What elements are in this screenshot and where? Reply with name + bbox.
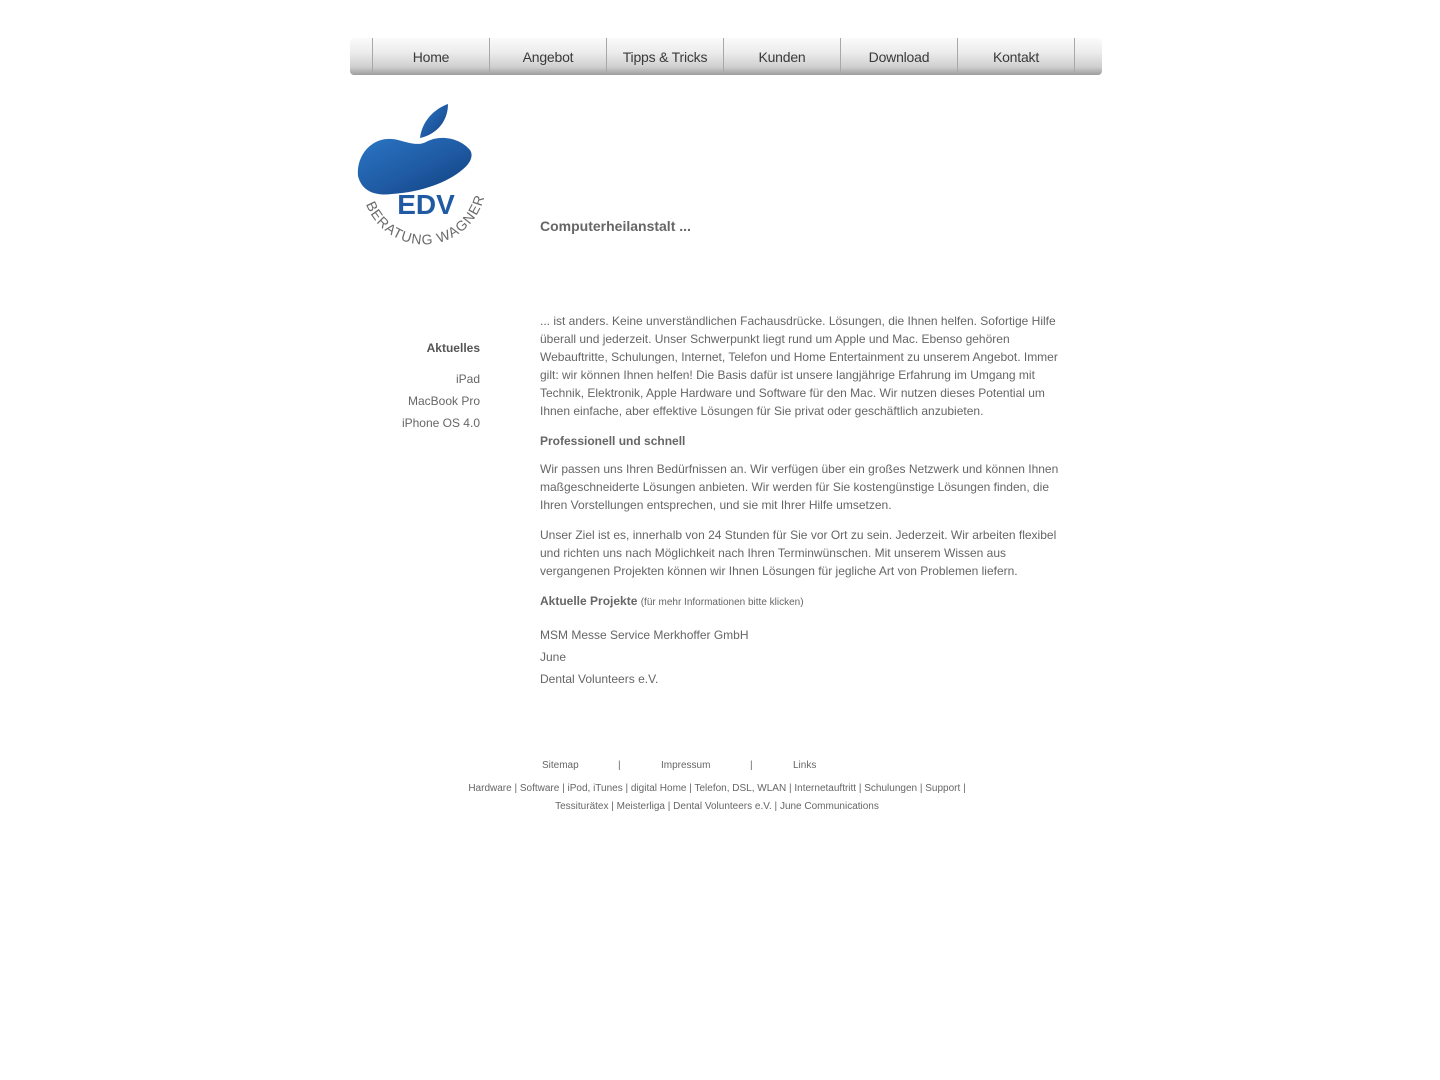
- nav-item-kunden[interactable]: Kunden: [723, 38, 840, 75]
- footer-tag-link[interactable]: Meisterliga: [616, 801, 665, 812]
- footer-tag-separator: |: [858, 783, 862, 794]
- footer-tags-row-2: [0, 798, 1434, 816]
- footer-tag-separator: |: [514, 783, 518, 794]
- nav-item-tipps-tricks[interactable]: Tipps & Tricks: [606, 38, 723, 75]
- footer-tag-link[interactable]: digital Home: [630, 783, 687, 794]
- nav-left-cap: [350, 38, 372, 75]
- main-content: [540, 312, 1065, 690]
- nav-right-cap: [1075, 38, 1097, 75]
- sidebar-item-iphone-os[interactable]: iPhone OS 4.0: [401, 416, 480, 430]
- footer-tag-link[interactable]: Internetauftritt: [794, 783, 857, 794]
- nav-item-kontakt[interactable]: Kontakt: [957, 38, 1075, 75]
- footer-link-links[interactable]: Links: [793, 760, 817, 771]
- project-link-june[interactable]: June: [540, 650, 567, 664]
- logo-edv-text: EDV: [397, 189, 455, 220]
- nav-item-download[interactable]: Download: [840, 38, 957, 75]
- footer-tag-separator: |: [963, 783, 966, 794]
- footer-tags-row-1: [0, 780, 1434, 798]
- footer-tags: [0, 780, 1434, 816]
- paragraph-goal: Unser Ziel ist es, innerhalb von 24 Stunden für Sie vor Ort zu sein. Jederzeit. Wir arbeiten flexibel und richten uns nach Möglichkeit nach Ihren Terminwünschen. Mit unserem Wissen aus vergangenen Projekten können wir Ihnen Lösungen für jegliche Art von Problemen liefern.: [540, 528, 1057, 578]
- footer-tag-link[interactable]: Schulungen: [864, 783, 918, 794]
- footer-tag-link[interactable]: Support: [925, 783, 961, 794]
- subheading-professional: Professionell und schnell: [540, 434, 686, 448]
- paragraph-needs: Wir passen uns Ihren Bedürfnissen an. Wir verfügen über ein großes Netzwerk und können Ihnen maßgeschneiderte Lösungen anbieten. Wir werden für Sie kostengünstige Lösungen finden, die Ihren Vorstellungen entsprechen, und sie mit Ihrer Hilfe umsetzen.: [540, 462, 1059, 512]
- footer-separator: |: [618, 760, 621, 771]
- logo-subtitle-text: BERATUNG WAGNER: [363, 192, 488, 248]
- project-link-dental-volunteers[interactable]: Dental Volunteers e.V.: [540, 672, 659, 686]
- nav-item-angebot[interactable]: Angebot: [489, 38, 606, 75]
- sidebar-title: Aktuelles: [426, 341, 480, 355]
- projects-heading: [540, 592, 1065, 612]
- footer-tag-separator: |: [689, 783, 692, 794]
- footer-tag-link[interactable]: Telefon, DSL, WLAN: [694, 783, 787, 794]
- footer-tag-link[interactable]: iPod, iTunes: [567, 783, 623, 794]
- footer-tag-link[interactable]: Dental Volunteers e.V.: [673, 801, 772, 812]
- footer-tag-separator: |: [788, 783, 792, 794]
- footer-tag-link[interactable]: Hardware: [468, 783, 512, 794]
- project-link-msm[interactable]: MSM Messe Service Merkhoffer GmbH: [540, 628, 749, 642]
- nav-item-home[interactable]: Home: [372, 38, 489, 75]
- edv-apple-logo-icon: [352, 100, 492, 250]
- main-navigation: [350, 38, 1102, 75]
- footer-tag-link[interactable]: June Communications: [779, 801, 879, 812]
- footer-links: [0, 760, 1440, 774]
- sidebar-news: [340, 338, 480, 434]
- footer-tag-link[interactable]: Software: [519, 783, 560, 794]
- footer-tag-separator: |: [625, 783, 629, 794]
- sidebar-item-ipad[interactable]: iPad: [455, 372, 480, 386]
- footer-tag-separator: |: [919, 783, 923, 794]
- projects-note: (für mehr Informationen bitte klicken): [640, 597, 804, 608]
- footer-tag-separator: |: [562, 783, 565, 794]
- footer-tag-link[interactable]: Tessiturätex: [555, 801, 609, 812]
- footer-tag-separator: |: [667, 801, 671, 812]
- footer-link-sitemap[interactable]: Sitemap: [542, 760, 579, 771]
- footer-link-impressum[interactable]: Impressum: [661, 760, 711, 771]
- footer-separator: |: [750, 760, 753, 771]
- footer-tag-separator: |: [611, 801, 614, 812]
- page-title: Computerheilanstalt ...: [540, 218, 691, 234]
- sidebar-item-macbook-pro[interactable]: MacBook Pro: [407, 394, 480, 408]
- projects-title: Aktuelle Projekte: [540, 594, 638, 608]
- intro-paragraph: ... ist anders. Keine unverständlichen Fachausdrücke. Lösungen, die Ihnen helfen. Sofortige Hilfe überall und jederzeit. Unser Schwerpunkt liegt rund um Apple und Mac. Ebenso gehören Webauftritte, Schulungen, Internet, Telefon und Home Entertainment zu unserem Angebot. Immer gilt: wir können Ihnen helfen! Die Basis dafür ist unsere langjährige Erfahrung im Umgang mit Technik, Elektronik, Apple Hardware und Software für den Mac. Wir nutzen dieses Potential um Ihnen einfache, aber effektive Lösungen für Sie privat oder geschäftlich anzubieten.: [540, 314, 1058, 418]
- logo[interactable]: [352, 100, 492, 250]
- footer-tag-separator: |: [774, 801, 778, 812]
